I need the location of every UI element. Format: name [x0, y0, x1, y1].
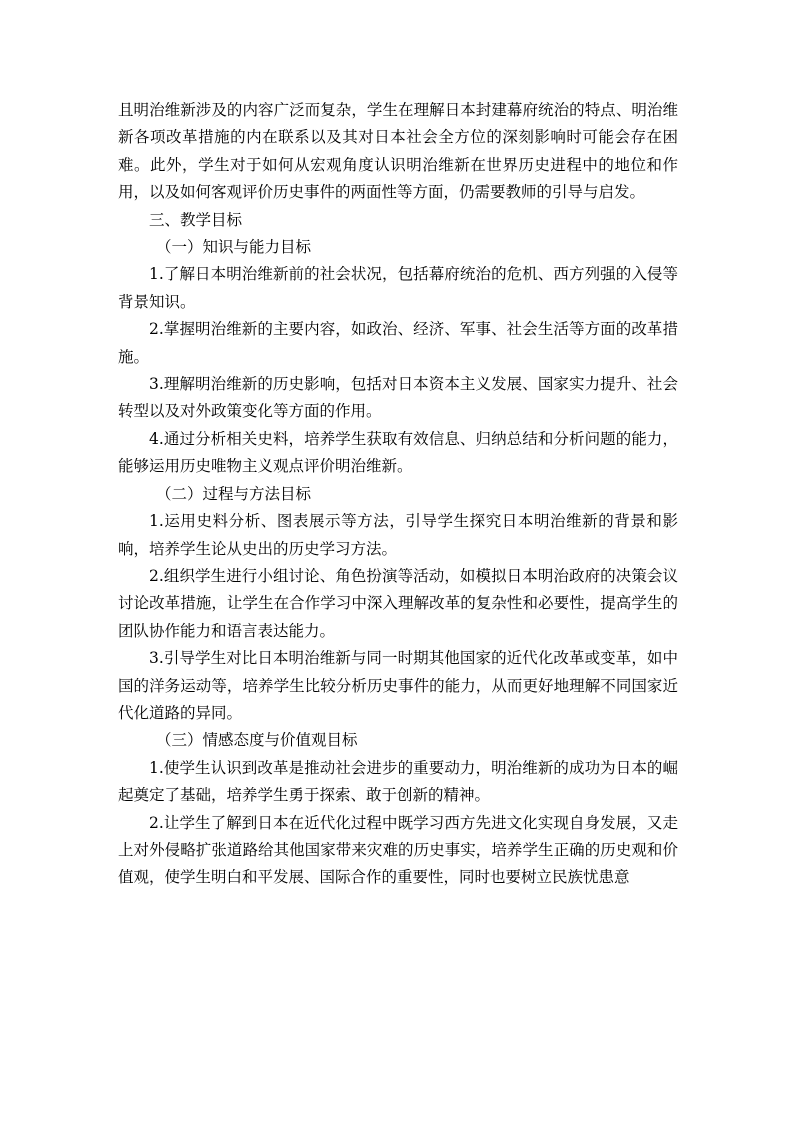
subheading-emotion-values: （三）情感态度与价值观目标	[156, 731, 358, 750]
goal-item-knowledge-3: 3.理解明治维新的历史影响，包括对日本资本主义发展、国家实力提升、社会转型以及对外政策变化等方面的作用。	[118, 375, 678, 421]
goal-item-knowledge-1: 1.了解日本明治维新前的社会状况，包括幕府统治的危机、西方列强的入侵等背景知识。	[118, 265, 678, 311]
paragraph-continued: 且明治维新涉及的内容广泛而复杂，学生在理解日本封建幕府统治的特点、明治维新各项改革措施的内在联系以及其对日本社会全方位的深刻影响时可能会存在困难。此外，学生对于如何从宏观角度认识明治维新在世界历史进程中的地位和作用，以及如何客观评价历史事件的两面性等方面，仍需要教师的引导与启发。	[118, 101, 678, 202]
goal-item-knowledge-2: 2.掌握明治维新的主要内容，如政治、经济、军事、社会生活等方面的改革措施。	[118, 320, 678, 366]
section-heading-teaching-goals: 三、教学目标	[149, 210, 243, 229]
document-page	[118, 97, 678, 892]
goal-item-process-1: 1.运用史料分析、图表展示等方法，引导学生探究日本明治维新的背景和影响，培养学生论从史出的历史学习方法。	[118, 512, 678, 558]
subheading-knowledge-ability: （一）知识与能力目标	[156, 238, 312, 257]
goal-item-process-2: 2.组织学生进行小组讨论、角色扮演等活动，如模拟日本明治政府的决策会议讨论改革措施，让学生在合作学习中深入理解改革的复杂性和必要性，提高学生的团队协作能力和语言表达能力。	[118, 566, 678, 640]
goal-item-process-3: 3.引导学生对比日本明治维新与同一时期其他国家的近代化改革或变革，如中国的洋务运动等，培养学生比较分析历史事件的能力，从而更好地理解不同国家近代化道路的异同。	[118, 649, 678, 722]
goal-item-emotion-2: 2.让学生了解到日本在近代化过程中既学习西方先进文化实现自身发展，又走上对外侵略扩张道路给其他国家带来灾难的历史事实，培养学生正确的历史观和价值观，使学生明白和平发展、国际合作的重要性，同时也要树立民族忧患意	[118, 813, 678, 887]
subheading-process-method: （二）过程与方法目标	[156, 484, 312, 503]
goal-item-knowledge-4: 4.通过分析相关史料，培养学生获取有效信息、归纳总结和分析问题的能力，能够运用历史唯物主义观点评价明治维新。	[118, 429, 678, 476]
goal-item-emotion-1: 1.使学生认识到改革是推动社会进步的重要动力，明治维新的成功为日本的崛起奠定了基础，培养学生勇于探索、敢于创新的精神。	[118, 758, 678, 805]
